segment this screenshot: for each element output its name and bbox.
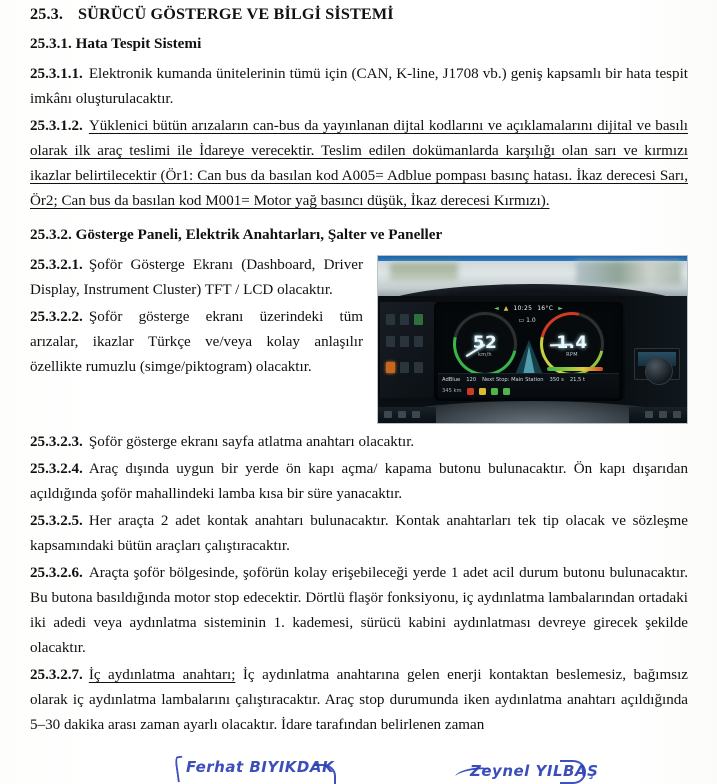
vehicle-ahead-icon: ▭: [518, 316, 525, 324]
clause-text: Şoför gösterge ekranı üzerindeki tüm arızalar, ikazlar Türkçe ve/veya kolay anlaşılır özellikte rumuzlu (simge/piktogram) olacaktır.: [30, 308, 363, 375]
clause-25-3-2-3: [30, 430, 688, 455]
next-stop-text: Next Stop: Main Station: [482, 376, 544, 383]
page-title-text: SÜRÜCÜ GÖSTERGE VE BİLGİ SİSTEMİ: [78, 5, 394, 23]
clause-number: 25.3.1.1.: [30, 66, 83, 83]
signature-right: Zeynel YILBAŞ: [470, 762, 599, 780]
clause-25-3-2-4: [30, 457, 688, 507]
clause-25-3-2-6: [30, 561, 688, 661]
clause-text: Her araçta 2 adet kontak anahtarı bulunacaktır. Kontak anahtarları tek tip olacak ve sözleşme kapsamındaki bütün araçları çalıştıracaktır.: [30, 512, 688, 554]
clause-number: 25.3.2.2.: [30, 308, 83, 325]
telltale-green-icon: [503, 388, 510, 395]
status-row-telltales: [442, 386, 615, 397]
section-heading-25-3-2: 25.3.2. Gösterge Paneli, Elektrik Anahtarları, Şalter ve Paneller: [30, 225, 443, 243]
signature-right-flourish: [560, 760, 586, 784]
left-switch-panel: [380, 302, 438, 398]
turn-indicator-icon: ◄: [494, 304, 499, 312]
console-knob: [645, 357, 673, 385]
clause-text: Şoför gösterge ekranı sayfa atlatma anahtarı olacaktır.: [88, 433, 415, 450]
clause-number: 25.3.2.5.: [30, 512, 83, 529]
clause-lead-underlined: İç aydınlatma anahtarı;: [88, 666, 236, 683]
distance-to-stop: 350 s: [549, 376, 564, 383]
instrument-cluster-photo: [377, 255, 688, 424]
clause-25-3-1-1: [30, 62, 688, 112]
adblue-label: AdBlue: [442, 376, 461, 383]
document-content: [30, 4, 688, 740]
page-title-number: 25.3.: [30, 5, 64, 23]
signature-left: Ferhat BIYIKDAK: [186, 758, 335, 776]
clause-25-3-2-7: [30, 663, 688, 738]
vehicle-weight: 21,5 t: [569, 376, 586, 383]
clause-number: 25.3.2.6.: [30, 564, 83, 581]
speed-value: 52: [472, 332, 498, 353]
clause-text: Şoför Gösterge Ekranı (Dashboard, Driver Display, Instrument Cluster) TFT / LCD olacaktır.: [30, 256, 363, 298]
clause-text: Araç dışında uygun bir yerde ön kapı açma/ kapama butonu bulunacaktır. Ön kapı dışarıdan açıldığında şoför mahallindeki lamba kısa bir süre yanacaktır.: [30, 460, 688, 502]
clause-25-3-2-5: [30, 509, 688, 559]
clause-text: Araçta şoför bölgesinde, şoförün kolay erişebileceği yerde 1 adet acil durum butonu bulunacaktır. Bu butona basıldığında motor stop edecektir. Dörtlü flaşör fonksiyonu, iç aydınlatma lambalarından ortadaki iki adedi veya aydınlatma sisteminin 1. kademesi, sürücü kabini aydınlatması devreye girecek şekilde olacaktır.: [30, 564, 688, 656]
section-heading-25-3-1: 25.3.1. Hata Tespit Sistemi: [30, 35, 202, 53]
page-title: [30, 4, 688, 24]
telltale-green-icon: [491, 388, 498, 395]
following-distance-readout: ▭ 1.0: [518, 316, 536, 324]
rpm-unit: RPM: [566, 351, 578, 358]
clause-text: İç aydınlatma anahtarına gelen enerji kontaktan beslemesiz, bağımsız olarak iç aydınlatma lambalarını çalıştıracaktır. Araç stop durumunda iken aydınlatma anahtarı açıldığında 5–30 dakika arası zaman ayarlı olacaktır. İdare tarafından belirlenen zaman: [30, 666, 688, 734]
signature-area: [0, 750, 717, 784]
cluster-top-status-row: [434, 304, 623, 313]
clause-number: 25.3.2.1.: [30, 256, 83, 273]
outside-temperature-readout: 16°C: [537, 304, 554, 312]
status-row-primary: [442, 375, 615, 385]
clause-number: 25.3.2.3.: [30, 433, 83, 450]
rpm-value: 1.4: [556, 332, 588, 353]
tft-cluster-screen: [434, 302, 623, 401]
signature-left-stroke: [174, 756, 186, 783]
adblue-value: 120: [466, 376, 477, 383]
temperature-bargraph: [547, 367, 603, 371]
warning-icon: ▲: [503, 304, 509, 312]
clause-25-3-1-2: [30, 114, 688, 214]
fuel-value: 345 km: [442, 388, 462, 395]
speed-unit: km/h: [478, 351, 492, 358]
telltale-amber-icon: [479, 388, 486, 395]
steering-wheel-right-buttons: [629, 407, 687, 423]
turn-indicator-icon: ►: [558, 304, 563, 312]
clock-readout: 10:25: [513, 304, 533, 312]
clause-text: Yüklenici bütün arızaların can-bus da yayınlanan dijtal kodlarını ve açıklamalarını dijital ve basılı olarak ilk araç teslimi ile İdareye verecektir. Teslim edilen dokümanlarda karşılığı olan sarı ve kırmızı ikazlar belirtilecektir (Ör1: Can bus da basılan kod A005= Adblue pompası basınç hatası. İkaz derecesi Sarı, Ör2; Can bus da basılan kod M001= Motor yağ basıncı düşük, İkaz derecesi Kırmızı).: [30, 118, 688, 210]
clause-text: Elektronik kumanda ünitelerinin tümü için (CAN, K-line, J1708 vb.) geniş kapsamlı bir hata tespit imkânı oluşturulacaktır.: [30, 66, 688, 108]
cluster-bottom-status-strip: [438, 373, 619, 398]
right-center-console: [625, 296, 687, 411]
clause-number: 25.3.2.7.: [30, 666, 83, 683]
clause-number: 25.3.2.4.: [30, 460, 83, 477]
telltale-red-icon: [467, 388, 474, 395]
clause-number: 25.3.1.2.: [30, 118, 83, 135]
steering-wheel-left-buttons: [378, 407, 436, 423]
